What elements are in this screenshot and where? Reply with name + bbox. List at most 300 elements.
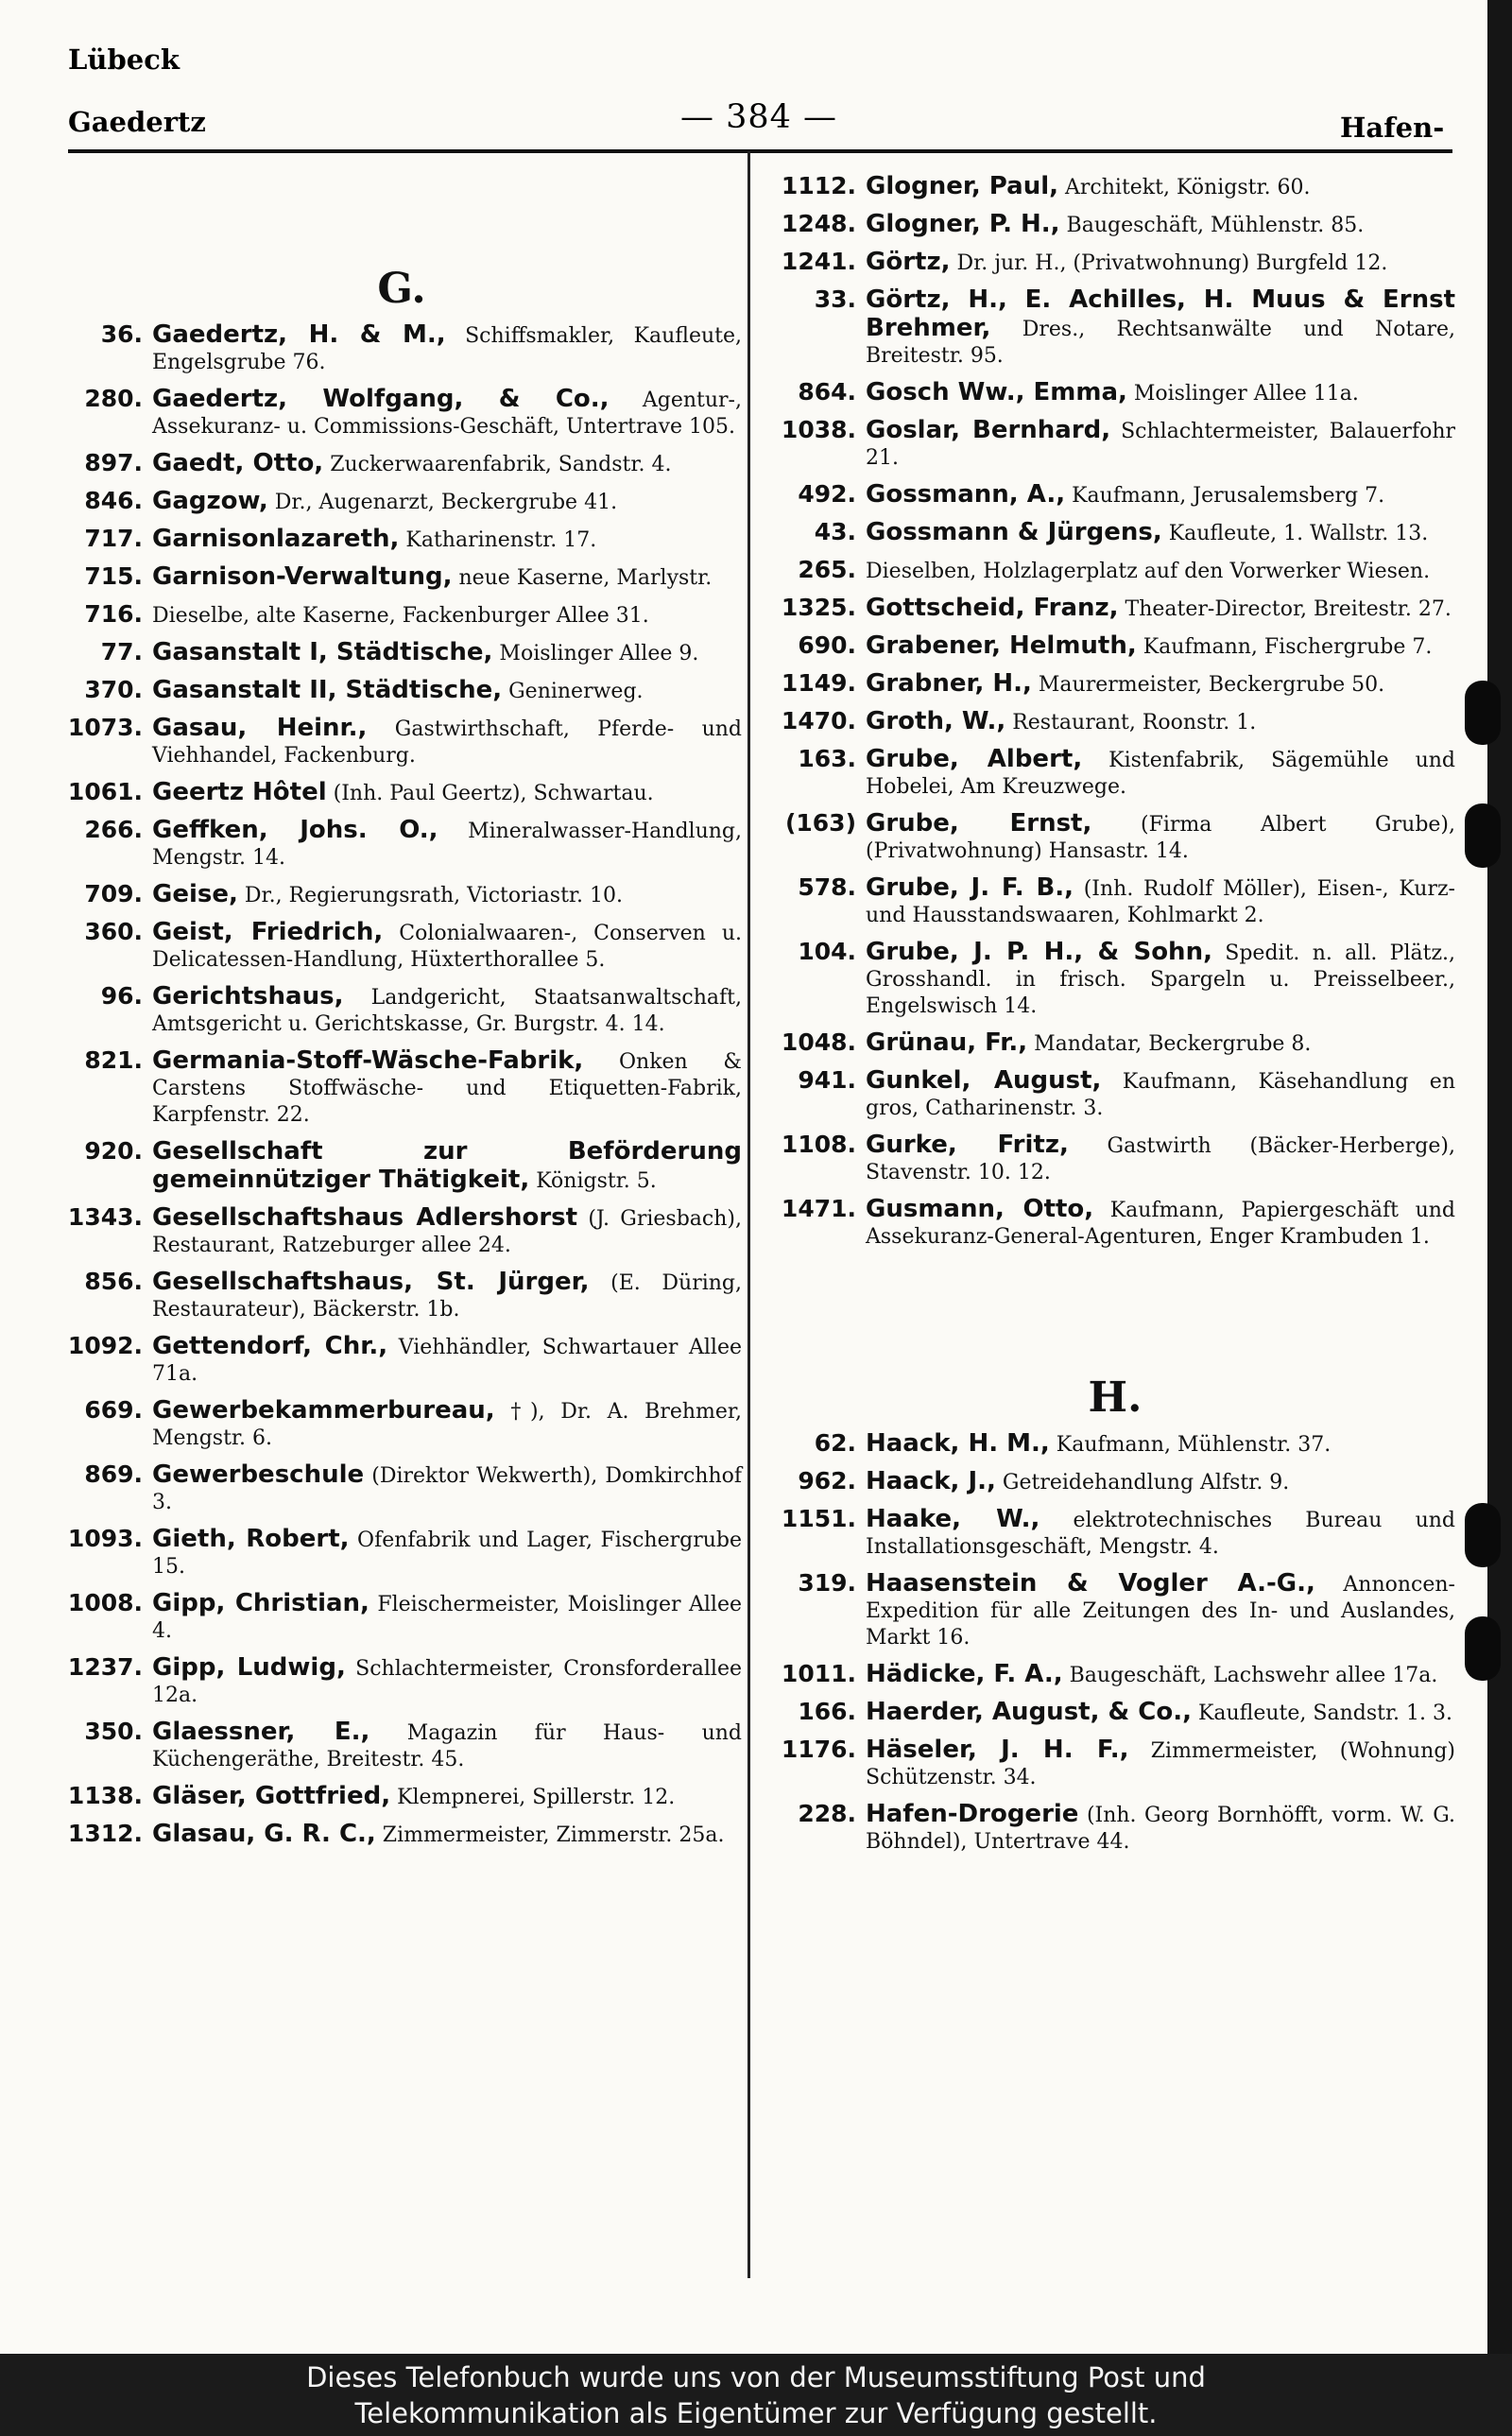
list-item (775, 1067, 1455, 1122)
entry-name: Haerder, August, & Co., (866, 1698, 1192, 1726)
list-item (61, 1333, 742, 1388)
phone-number: 1073. (67, 714, 143, 741)
entry-description: Kaufmann, Fischergrube 7. (1143, 635, 1433, 659)
list-item (775, 874, 1455, 929)
section-letter-h: H. (1088, 1373, 1143, 1422)
footer-line-2: Telekommunikation als Eigentümer zur Verfügung gestellt. (354, 2397, 1158, 2429)
entry-text (152, 563, 742, 592)
entry-description: Kaufmann, Mühlenstr. 37. (1056, 1433, 1332, 1457)
entry-text (152, 983, 742, 1038)
entry-name: Glasau, G. R. C., (152, 1820, 376, 1848)
list-item (775, 1430, 1455, 1459)
phone-number: 266. (84, 816, 143, 843)
entry-description: Fleischermeister, Moislinger Allee 4. (152, 1593, 743, 1643)
phone-number: 36. (100, 320, 143, 348)
entry-description: Königstr. 5. (536, 1169, 657, 1193)
phone-number: 43. (814, 518, 856, 545)
phone-number: 962. (798, 1467, 856, 1494)
entry-text (152, 1654, 742, 1709)
phone-number: 1108. (781, 1131, 856, 1158)
list-item (61, 983, 742, 1038)
phone-number: 1092. (67, 1332, 143, 1359)
phone-number: 1343. (67, 1203, 143, 1231)
phone-number: 717. (84, 525, 143, 552)
phone-number: 1237. (67, 1653, 143, 1681)
entry-name: Garnison-Verwaltung, (152, 562, 453, 591)
entry-text (152, 1526, 742, 1581)
entry-name: Geertz Hôtel (152, 778, 327, 806)
phone-number: 821. (84, 1046, 143, 1074)
list-item (775, 1801, 1455, 1856)
phone-number: 1325. (781, 594, 856, 621)
entry-name: Gettendorf, Chr., (152, 1332, 388, 1360)
list-item (61, 601, 742, 630)
entry-name: Gaedertz, Wolfgang, & Co., (152, 385, 610, 413)
phone-number: 77. (100, 638, 143, 665)
entry-description: Annoncen-Expedition für alle Zeitungen des In- und Auslandes, Markt 16. (866, 1573, 1455, 1650)
phone-number: 96. (100, 982, 143, 1010)
entry-description: (Inh. Rudolf Möller), Eisen-, Kurz- und Hausstandswaaren, Kohlmarkt 2. (866, 877, 1455, 927)
entry-text (152, 1821, 742, 1849)
list-item (775, 1506, 1455, 1561)
entry-description: Dieselbe, alte Kaserne, Fackenburger Allee 31. (152, 604, 649, 628)
entry-description: Schiffsmakler, Kaufleute, Engelsgrube 76. (152, 324, 743, 374)
entry-description: Kaufmann, Käsehandlung en gros, Catharinenstr. 3. (866, 1070, 1455, 1120)
phone-number: 1011. (781, 1660, 856, 1687)
list-item (775, 670, 1455, 699)
thumb-tab (1465, 1616, 1501, 1681)
list-item (61, 321, 742, 376)
list-item (61, 1526, 742, 1581)
phone-number: 319. (798, 1569, 856, 1597)
list-item (775, 211, 1455, 239)
entry-name: Gossmann & Jürgens, (866, 518, 1162, 546)
entry-list-right-g (775, 173, 1455, 1251)
list-item (775, 249, 1455, 277)
entry-text (152, 1204, 742, 1259)
entry-description: Mandatar, Beckergrube 8. (1034, 1032, 1312, 1056)
entry-text (152, 526, 742, 554)
entry-description: Theater-Director, Breitestr. 27. (1125, 597, 1452, 621)
entry-name: Grabener, Helmuth, (866, 631, 1137, 660)
phone-number: 1241. (781, 248, 856, 275)
entry-text (866, 1029, 1455, 1058)
entry-description: neue Kaserne, Marlystr. (458, 566, 713, 590)
entry-text (152, 1461, 742, 1516)
entry-description: Kistenfabrik, Sägemühle und Hobelei, Am Kreuzwege. (866, 749, 1455, 799)
entry-name: Gurke, Fritz, (866, 1131, 1069, 1159)
entry-text (866, 379, 1455, 407)
entry-text (152, 881, 742, 909)
entry-name: Gerichtshaus, (152, 982, 344, 1011)
entry-name: Haack, J., (866, 1467, 996, 1495)
list-item (775, 1132, 1455, 1186)
left-column (61, 156, 742, 1858)
list-item (61, 1821, 742, 1849)
page-number: — 384 — (680, 98, 838, 136)
list-item (775, 708, 1455, 736)
entry-text (152, 639, 742, 667)
entry-name: Grabner, H., (866, 669, 1032, 698)
list-item (61, 1461, 742, 1516)
list-item (61, 677, 742, 705)
entry-name: Gasanstalt I, Städtische, (152, 638, 493, 666)
list-item (61, 817, 742, 872)
list-item (775, 939, 1455, 1020)
entry-name: Haack, H. M., (866, 1429, 1050, 1458)
phone-number: 716. (84, 600, 143, 628)
entry-name: Gasau, Heinr., (152, 714, 368, 742)
entry-description: Geninerweg. (508, 680, 644, 703)
entry-text (866, 746, 1455, 801)
phone-number: 846. (84, 487, 143, 514)
phone-number: 370. (84, 676, 143, 703)
phone-number: 941. (798, 1066, 856, 1094)
list-item (775, 286, 1455, 370)
list-item (775, 1699, 1455, 1727)
entry-text (866, 874, 1455, 929)
entry-name: Grube, J. P. H., & Sohn, (866, 938, 1212, 966)
entry-description: (Direktor Wekwerth), Domkirchhof 3. (152, 1464, 742, 1514)
entry-text (866, 417, 1455, 472)
entry-description: Colonialwaaren-, Conserven u. Delicatessen-Handlung, Hüxterthorallee 5. (152, 922, 742, 972)
entry-text (866, 1661, 1455, 1689)
entry-name: Geist, Friedrich, (152, 918, 384, 946)
phone-number: 265. (798, 556, 856, 583)
entry-description: Baugeschäft, Lachswehr allee 17a. (1069, 1664, 1438, 1687)
entry-name: Glaessner, E., (152, 1718, 370, 1746)
entry-text (866, 519, 1455, 547)
header-rule (68, 149, 1452, 153)
list-item (61, 1654, 742, 1709)
list-item (775, 632, 1455, 661)
entry-description: Architekt, Königstr. 60. (1065, 176, 1311, 199)
entry-description: Ofenfabrik und Lager, Fischergrube 15. (152, 1529, 742, 1579)
list-item (61, 526, 742, 554)
entry-text (152, 488, 742, 516)
phone-number: 869. (84, 1460, 143, 1488)
entry-name: Gipp, Christian, (152, 1589, 369, 1617)
entry-description: Schlachtermeister, Balauerfohr 21. (866, 420, 1456, 470)
entry-name: Häseler, J. H. F., (866, 1736, 1129, 1764)
entry-name: Gewerbeschule (152, 1460, 365, 1489)
phone-number: 690. (798, 631, 856, 659)
entry-description: Dres., Rechtsanwälte und Notare, Breitestr. 95. (866, 318, 1455, 368)
list-item (775, 1661, 1455, 1689)
right-column (775, 156, 1455, 1865)
list-item (61, 1138, 742, 1195)
entry-description: Gastwirth (Bäcker-Herberge), Stavenstr. 10. 12. (866, 1134, 1455, 1184)
entry-text (866, 1801, 1455, 1856)
list-item (775, 1029, 1455, 1058)
list-item (775, 746, 1455, 801)
phone-number: 1248. (781, 210, 856, 237)
phone-number: 360. (84, 918, 143, 945)
entry-description: Onken & Carstens Stoffwäsche- und Etiquetten-Fabrik, Karpfenstr. 22. (152, 1050, 742, 1127)
entry-name: Gagzow, (152, 487, 268, 515)
phone-number: 715. (84, 562, 143, 590)
phone-number: 492. (798, 480, 856, 508)
list-item (775, 519, 1455, 547)
entry-name: Groth, W., (866, 707, 1006, 735)
list-item (61, 779, 742, 807)
list-item (775, 810, 1455, 865)
list-item (61, 1783, 742, 1811)
phone-number: 1151. (781, 1505, 856, 1532)
entry-name: Gossmann, A., (866, 480, 1066, 509)
phone-number: 1470. (781, 707, 856, 734)
footer-line-1: Dieses Telefonbuch wurde uns von der Museumsstiftung Post und (306, 2361, 1206, 2393)
entry-description: Gastwirthschaft, Pferde- und Viehhandel, Fackenburg. (152, 717, 743, 768)
column-divider (747, 151, 750, 2278)
entry-name: Gosch Ww., Emma, (866, 378, 1127, 406)
entry-description: Schlachtermeister, Cronsforderallee 12a. (152, 1657, 742, 1707)
list-item (775, 481, 1455, 510)
entry-text (866, 1067, 1455, 1122)
entry-description: (Firma Albert Grube), (Privatwohnung) Hansastr. 14. (866, 813, 1455, 863)
entry-description: Zimmermeister, Zimmerstr. 25a. (382, 1823, 725, 1847)
list-item (61, 1719, 742, 1773)
entry-text (152, 779, 742, 807)
entry-description: Klempnerei, Spillerstr. 12. (397, 1786, 676, 1809)
entry-text (152, 919, 742, 974)
entry-description: Baugeschäft, Mühlenstr. 85. (1066, 214, 1365, 237)
entry-name: Görtz, H., E. Achilles, H. Muus & Ernst Brehmer, (866, 285, 1455, 342)
entry-list-left (61, 321, 742, 1849)
list-item (61, 715, 742, 769)
entry-description: Kaufleute, Sandstr. 1. 3. (1197, 1702, 1453, 1725)
entry-name: Gipp, Ludwig, (152, 1653, 346, 1682)
entry-name: Gesellschaft zur Beförderung gemeinnütziger Thätigkeit, (152, 1137, 742, 1194)
list-item (775, 1468, 1455, 1496)
list-item (775, 595, 1455, 623)
phone-number: 1149. (781, 669, 856, 697)
entry-name: Hafen-Drogerie (866, 1800, 1079, 1828)
entry-description: (Inh. Paul Geertz), Schwartau. (333, 782, 654, 805)
entry-text (866, 1570, 1455, 1651)
entry-name: Görtz, (866, 248, 951, 276)
phone-number: 920. (84, 1137, 143, 1165)
entry-text (866, 595, 1455, 623)
thumb-tab (1465, 1503, 1501, 1567)
phone-number: 1176. (781, 1736, 856, 1763)
entry-text (152, 386, 742, 441)
entry-description: Zimmermeister, (Wohnung) Schützenstr. 34. (866, 1739, 1455, 1789)
phone-number: 709. (84, 880, 143, 907)
entry-description: Viehhändler, Schwartauer Allee 71a. (152, 1336, 742, 1386)
phone-number: (163) (784, 809, 856, 837)
entry-name: Gesellschaftshaus Adlershorst (152, 1203, 578, 1232)
entry-description: Dr. jur. H., (Privatwohnung) Burgfeld 12. (956, 251, 1388, 275)
entry-name: Hädicke, F. A., (866, 1660, 1063, 1688)
entry-description: Maurermeister, Beckergrube 50. (1038, 673, 1385, 697)
entry-description: Kaufleute, 1. Wallstr. 13. (1168, 522, 1429, 545)
entry-description: Getreidehandlung Alfstr. 9. (1002, 1471, 1290, 1494)
entry-text (152, 1269, 742, 1323)
list-item (61, 1269, 742, 1323)
entry-text (866, 1430, 1455, 1459)
phone-number: 350. (84, 1718, 143, 1745)
entry-description: (E. Düring, Restaurateur), Bäckerstr. 1b. (152, 1271, 743, 1322)
entry-text (866, 1506, 1455, 1561)
entry-text (152, 1333, 742, 1388)
phone-number: 104. (798, 938, 856, 965)
entry-text (866, 173, 1455, 201)
thumb-tab (1465, 803, 1501, 868)
phone-number: 33. (814, 285, 856, 313)
phone-number: 1112. (781, 172, 856, 199)
list-item (61, 450, 742, 478)
right-running-head: Hafen- (1340, 112, 1445, 144)
phone-number: 856. (84, 1268, 143, 1295)
entry-name: Gusmann, Otto, (866, 1195, 1094, 1223)
entry-description: Moislinger Allee 11a. (1133, 382, 1359, 406)
list-item (775, 173, 1455, 201)
phone-number: 1312. (67, 1820, 143, 1847)
entry-description: Landgericht, Staatsanwaltschaft, Amtsgericht u. Gerichtskasse, Gr. Burgstr. 4. 14. (152, 986, 742, 1036)
city-heading: Lübeck (68, 43, 180, 76)
list-item (61, 386, 742, 441)
entry-description: (J. Griesbach), Restaurant, Ratzeburger allee 24. (152, 1207, 742, 1257)
left-running-head: Gaedertz (68, 106, 206, 138)
list-item (61, 1047, 742, 1129)
phone-number: 1008. (67, 1589, 143, 1616)
entry-name: Goslar, Bernhard, (866, 416, 1111, 444)
phone-number: 1048. (781, 1028, 856, 1056)
phone-number: 280. (84, 385, 143, 412)
phone-number: 62. (814, 1429, 856, 1457)
entry-description: Dieselben, Holzlagerplatz auf den Vorwerker Wiesen. (866, 560, 1431, 583)
thumb-tab (1465, 681, 1501, 745)
entry-description: Magazin für Haus- und Küchengeräthe, Breitestr. 45. (152, 1721, 742, 1771)
entry-text (152, 1783, 742, 1811)
phone-number: 1138. (67, 1782, 143, 1809)
entry-text (152, 601, 742, 630)
entry-text (866, 481, 1455, 510)
entry-description: †), Dr. A. Brehmer, Mengstr. 6. (152, 1400, 742, 1450)
list-item (775, 1570, 1455, 1651)
list-item (61, 919, 742, 974)
entry-name: Grube, Ernst, (866, 809, 1092, 838)
entry-text (152, 677, 742, 705)
entry-text (866, 670, 1455, 699)
list-item (61, 639, 742, 667)
section-letter-g: G. (377, 265, 426, 313)
entry-text (152, 321, 742, 376)
list-item (775, 1736, 1455, 1791)
entry-text (866, 211, 1455, 239)
entry-text (866, 810, 1455, 865)
entry-name: Grünau, Fr., (866, 1028, 1028, 1057)
list-item (775, 379, 1455, 407)
entry-text (152, 1590, 742, 1645)
entry-name: Gaedt, Otto, (152, 449, 324, 477)
entry-name: Gläser, Gottfried, (152, 1782, 391, 1810)
entry-description: Spedit. n. all. Plätz., Grosshandl. in frisch. Spargeln u. Preisselbeer., Engelswisch 14. (866, 942, 1456, 1018)
entry-name: Gunkel, August, (866, 1066, 1102, 1095)
entry-description: Dr., Augenarzt, Beckergrube 41. (274, 491, 618, 514)
entry-name: Garnisonlazareth, (152, 525, 400, 553)
entry-text (866, 708, 1455, 736)
phone-number: 228. (798, 1800, 856, 1827)
entry-description: Moislinger Allee 9. (499, 642, 699, 665)
entry-text (866, 1699, 1455, 1727)
entry-text (866, 1196, 1455, 1251)
entry-text (866, 632, 1455, 661)
entry-text (152, 817, 742, 872)
entry-name: Glogner, P. H., (866, 210, 1060, 238)
list-item (61, 1204, 742, 1259)
entry-description: Katharinenstr. 17. (405, 528, 597, 552)
entry-description: (Inh. Georg Bornhöfft, vorm. W. G. Böhndel), Untertrave 44. (866, 1804, 1455, 1854)
entry-text (152, 1138, 742, 1195)
entry-name: Grube, J. F. B., (866, 873, 1074, 902)
phone-number: 166. (798, 1698, 856, 1725)
entry-name: Gaedertz, H. & M., (152, 320, 446, 349)
list-item (61, 1590, 742, 1645)
phone-number: 1093. (67, 1525, 143, 1552)
entry-description: Agentur-, Assekuranz- u. Commissions-Geschäft, Untertrave 105. (152, 389, 742, 439)
entry-name: Gewerbekammerbureau, (152, 1396, 495, 1425)
phone-number: 1471. (781, 1195, 856, 1222)
entry-name: Grube, Albert, (866, 745, 1083, 773)
phone-number: 897. (84, 449, 143, 476)
entry-name: Germania-Stoff-Wäsche-Fabrik, (152, 1046, 584, 1075)
entry-text (152, 715, 742, 769)
list-item (61, 563, 742, 592)
entry-text (866, 939, 1455, 1020)
entry-text (866, 1736, 1455, 1791)
phone-number: 864. (798, 378, 856, 406)
entry-description: Kaufmann, Jerusalemsberg 7. (1072, 484, 1385, 508)
entry-name: Glogner, Paul, (866, 172, 1059, 200)
entry-text (152, 1047, 742, 1129)
entry-name: Geise, (152, 880, 238, 908)
entry-text (152, 1719, 742, 1773)
entry-name: Geffken, Johs. O., (152, 816, 438, 844)
entry-text (152, 450, 742, 478)
entry-text (866, 249, 1455, 277)
list-item (775, 557, 1455, 585)
phone-number: 669. (84, 1396, 143, 1424)
entry-text (866, 286, 1455, 370)
entry-description: Zuckerwaarenfabrik, Sandstr. 4. (330, 453, 672, 476)
entry-list-right-h (775, 1430, 1455, 1856)
footer-notice (0, 2354, 1512, 2436)
phone-number: 163. (798, 745, 856, 772)
entry-name: Haasenstein & Vogler A.-G., (866, 1569, 1315, 1598)
entry-name: Haake, W., (866, 1505, 1040, 1533)
phone-number: 1061. (67, 778, 143, 805)
entry-name: Gesellschaftshaus, St. Jürger, (152, 1268, 590, 1296)
list-item (61, 1397, 742, 1452)
entry-text (866, 557, 1455, 585)
list-item (61, 881, 742, 909)
phone-number: 578. (798, 873, 856, 901)
phone-number: 1038. (781, 416, 856, 443)
entry-text (152, 1397, 742, 1452)
list-item (775, 1196, 1455, 1251)
entry-name: Gieth, Robert, (152, 1525, 350, 1553)
entry-description: Mineralwasser-Handlung, Mengstr. 14. (152, 820, 742, 870)
entry-description: Kaufmann, Papiergeschäft und Assekuranz-General-Agenturen, Enger Krambuden 1. (866, 1199, 1455, 1249)
list-item (61, 488, 742, 516)
entry-text (866, 1132, 1455, 1186)
entry-text (866, 1468, 1455, 1496)
list-item (775, 417, 1455, 472)
entry-description: Dr., Regierungsrath, Victoriastr. 10. (244, 884, 623, 907)
entry-name: Gasanstalt II, Städtische, (152, 676, 503, 704)
